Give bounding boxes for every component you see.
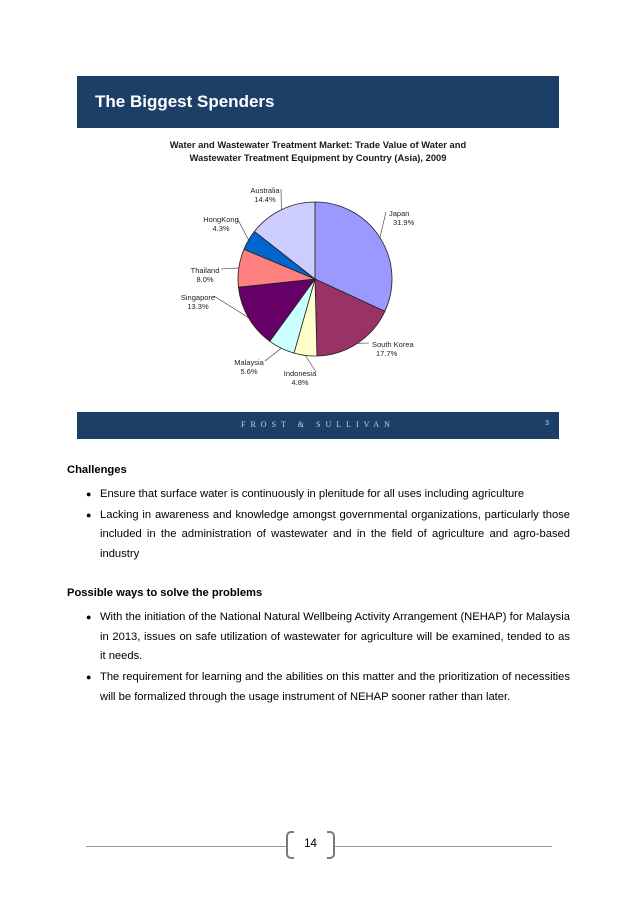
slice-value-label: 31.9% — [393, 218, 415, 227]
list-item — [67, 506, 570, 565]
slide-page-number: 3 — [545, 420, 549, 427]
chart-title-line-1: Water and Wastewater Treatment Market: Trade Value of Water and — [169, 139, 467, 150]
list-item — [67, 668, 570, 707]
challenges-heading: Challenges — [67, 464, 127, 476]
page-number-bracket-right — [327, 831, 335, 859]
slice-label: Australia — [250, 186, 280, 195]
footer-brand-logo: FROST & SULLIVAN — [241, 420, 395, 429]
slice-label: Malaysia — [234, 358, 264, 367]
slice-label: Singapore — [180, 293, 216, 302]
slice-label: South Korea — [372, 340, 414, 349]
challenges-section — [67, 462, 570, 566]
slice-value-label: 5.6% — [240, 367, 258, 376]
slice-value-label: 17.7% — [376, 349, 398, 358]
bullet-icon: ● — [86, 489, 92, 499]
list-item-text: The requirement for learning and the abilities on this matter and the prioritization of necessities will be formalized through the usage instrument of NEHAP sooner rather than later. — [100, 671, 570, 703]
page-number: 14 — [304, 838, 317, 850]
figure-slide — [77, 76, 559, 439]
list-item-text: With the initiation of the National Natural Wellbeing Activity Arrangement (NEHAP) for Malaysia in 2013, issues on safe utilization of wastewater for agriculture will be examined, tended to as it needs. — [100, 611, 570, 663]
slice-value-label: 13.3% — [187, 302, 209, 311]
slide-footer — [77, 412, 559, 439]
list-item-text: Lacking in awareness and knowledge amongst governmental organizations, particularly those included in the administration of wastewater and in the field of agriculture and agro-based industry — [100, 508, 570, 561]
list-item — [67, 485, 570, 505]
challenges-list — [67, 485, 570, 565]
bullet-icon: ● — [86, 612, 92, 622]
solutions-heading: Possible ways to solve the problems — [67, 587, 263, 599]
slice-label: Japan — [389, 209, 410, 218]
leader-line — [221, 268, 239, 269]
slice-value-label: 8.0% — [196, 275, 214, 284]
page-number-bracket-left — [286, 831, 294, 859]
slide-title: The Biggest Spenders — [95, 92, 275, 111]
list-item — [67, 608, 570, 667]
leader-line — [237, 218, 249, 240]
solutions-section — [67, 585, 570, 709]
chart-title-line-2: Wastewater Treatment Equipment by Country (Asia), 2009 — [189, 152, 447, 163]
leader-line — [380, 212, 386, 238]
slice-label: Indonesia — [283, 369, 317, 378]
slice-label: HongKong — [203, 215, 239, 224]
pie-chart — [77, 76, 559, 412]
footer-rule-right — [335, 846, 552, 847]
leader-line — [265, 348, 281, 361]
footer-rule-left — [86, 846, 286, 847]
bullet-icon: ● — [86, 509, 92, 520]
list-item-text: Ensure that surface water is continuously in plenitude for all uses including agriculture — [100, 488, 525, 500]
slice-value-label: 4.8% — [291, 378, 309, 387]
bullet-icon: ● — [86, 672, 92, 683]
slice-value-label: 14.4% — [254, 195, 276, 204]
slice-label: Thailand — [190, 266, 220, 275]
solutions-list — [67, 608, 570, 708]
slice-value-label: 4.3% — [212, 224, 230, 233]
